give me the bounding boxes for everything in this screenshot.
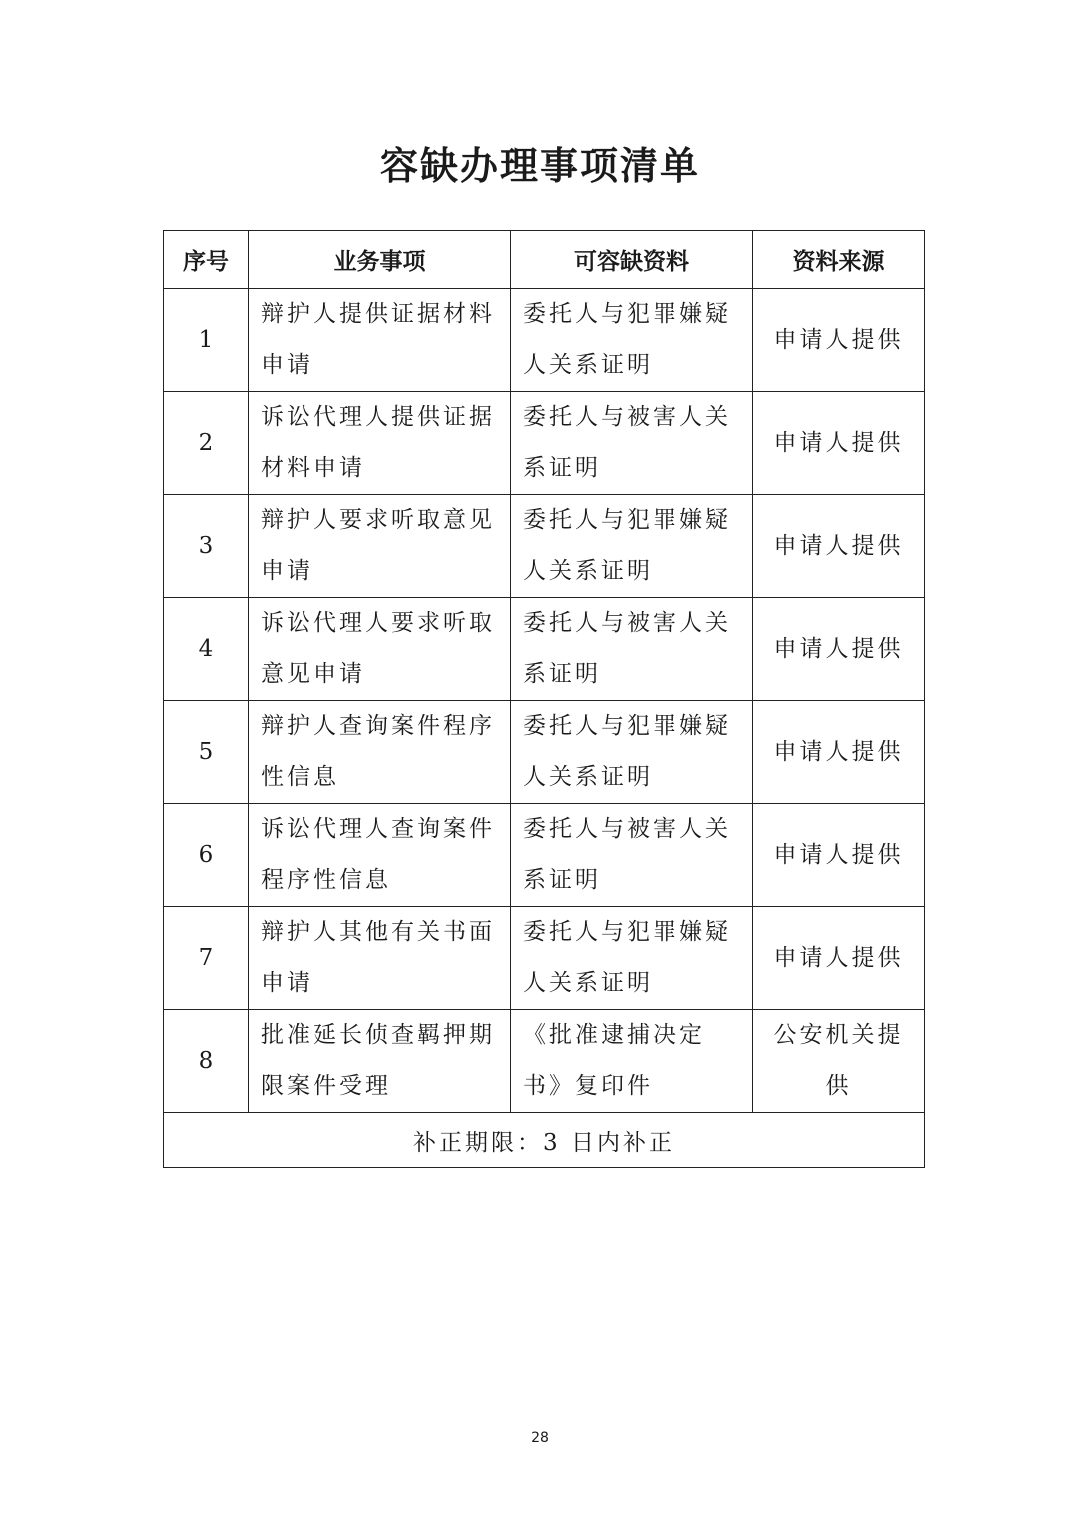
table-row: [164, 907, 925, 1010]
row-material: 委托人与犯罪嫌疑人关系证明: [511, 495, 753, 598]
row-item: 诉讼代理人要求听取意见申请: [249, 598, 511, 701]
table-row: [164, 598, 925, 701]
table-footer-row: [164, 1113, 925, 1168]
row-source: 申请人提供: [753, 907, 925, 1010]
row-source: 公安机关提供: [753, 1010, 925, 1113]
row-material: 《批准逮捕决定书》复印件: [511, 1010, 753, 1113]
row-material: 委托人与被害人关系证明: [511, 392, 753, 495]
row-material: 委托人与犯罪嫌疑人关系证明: [511, 289, 753, 392]
row-item: 辩护人提供证据材料申请: [249, 289, 511, 392]
correction-deadline: 补正期限：3 日内补正: [164, 1113, 925, 1168]
table-header-row: [164, 231, 925, 289]
row-source: 申请人提供: [753, 804, 925, 907]
header-no: 序号: [164, 231, 249, 289]
item-list-table: [163, 230, 925, 1168]
row-source: 申请人提供: [753, 495, 925, 598]
row-no: 1: [164, 289, 249, 392]
row-no: 2: [164, 392, 249, 495]
row-item: 批准延长侦查羁押期限案件受理: [249, 1010, 511, 1113]
page-number: 28: [531, 1430, 549, 1446]
row-no: 7: [164, 907, 249, 1010]
row-item: 辩护人查询案件程序性信息: [249, 701, 511, 804]
row-item: 辩护人要求听取意见申请: [249, 495, 511, 598]
row-source: 申请人提供: [753, 598, 925, 701]
row-no: 3: [164, 495, 249, 598]
row-material: 委托人与被害人关系证明: [511, 804, 753, 907]
page-title: 容缺办理事项清单: [379, 144, 700, 188]
table-row: [164, 701, 925, 804]
table-row: [164, 289, 925, 392]
row-no: 5: [164, 701, 249, 804]
table-row: [164, 392, 925, 495]
row-source: 申请人提供: [753, 392, 925, 495]
header-source: 资料来源: [753, 231, 925, 289]
header-item: 业务事项: [249, 231, 511, 289]
row-material: 委托人与犯罪嫌疑人关系证明: [511, 907, 753, 1010]
row-item: 诉讼代理人提供证据材料申请: [249, 392, 511, 495]
row-material: 委托人与犯罪嫌疑人关系证明: [511, 701, 753, 804]
row-item: 诉讼代理人查询案件程序性信息: [249, 804, 511, 907]
row-material: 委托人与被害人关系证明: [511, 598, 753, 701]
row-source: 申请人提供: [753, 701, 925, 804]
row-no: 4: [164, 598, 249, 701]
table-row: [164, 804, 925, 907]
row-no: 8: [164, 1010, 249, 1113]
table-row: [164, 495, 925, 598]
header-material: 可容缺资料: [511, 231, 753, 289]
row-item: 辩护人其他有关书面申请: [249, 907, 511, 1010]
row-source: 申请人提供: [753, 289, 925, 392]
table-row: [164, 1010, 925, 1113]
row-no: 6: [164, 804, 249, 907]
